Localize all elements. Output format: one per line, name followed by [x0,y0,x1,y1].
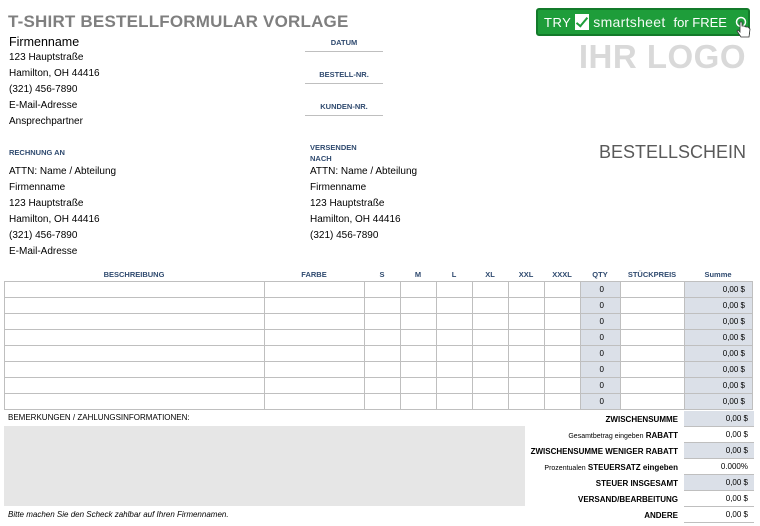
col-header-xl: XL [485,270,495,279]
color-cell[interactable] [265,282,365,298]
ship-to-header-line2: NACH [310,154,332,163]
size-m-cell[interactable] [401,298,437,314]
size-s-cell[interactable] [365,298,401,314]
remarks-label: BEMERKUNGEN / ZAHLUNGSINFORMATIONEN: [8,413,190,422]
checkmark-icon [575,14,589,30]
customer-number-field[interactable]: KUNDEN-NR. [305,102,383,116]
size-xxxl-cell[interactable] [545,346,581,362]
size-xxxl-cell[interactable] [545,362,581,378]
color-cell[interactable] [265,346,365,362]
company-street[interactable]: 123 Hauptstraße [9,52,84,63]
subtotal-less-discount-value: 0,00 $ [684,443,754,459]
size-s-cell[interactable] [365,378,401,394]
size-xl-cell[interactable] [473,314,509,330]
tax-rate-label: STEUERSATZ eingeben [587,462,678,472]
size-l-cell[interactable] [437,314,473,330]
size-m-cell[interactable] [401,314,437,330]
unit-price-cell[interactable] [621,314,685,330]
unit-price-cell[interactable] [621,298,685,314]
col-header-l: L [451,270,457,279]
size-xxxl-cell[interactable] [545,314,581,330]
bill-to-name[interactable]: Firmenname [9,182,66,193]
size-xxl-cell[interactable] [509,346,545,362]
hand-cursor-icon [734,16,754,40]
table-row [5,298,753,314]
color-cell[interactable] [265,394,365,410]
bill-to-attn[interactable]: ATTN: Name / Abteilung [9,166,117,177]
sum-cell: 0,00 $ [685,282,753,298]
size-s-cell[interactable] [365,330,401,346]
col-header-description: BESCHREIBUNG [103,270,165,279]
qty-cell: 0 [581,282,621,298]
other-input[interactable]: 0,00 $ [684,507,754,523]
sum-cell: 0,00 $ [685,394,753,410]
size-xl-cell[interactable] [473,362,509,378]
total-tax-value: 0,00 $ [684,475,754,491]
shipping-label: VERSAND/BEARBEITUNG [577,494,678,504]
shipping-input[interactable]: 0,00 $ [684,491,754,507]
size-s-cell[interactable] [365,346,401,362]
size-xxl-cell[interactable] [509,330,545,346]
other-label: ANDERE [644,510,678,520]
size-xxl-cell[interactable] [509,298,545,314]
total-tax-row [596,475,754,491]
size-xxxl-cell[interactable] [545,330,581,346]
table-row [5,362,753,378]
size-l-cell[interactable] [437,282,473,298]
size-xl-cell[interactable] [473,378,509,394]
color-cell[interactable] [265,314,365,330]
size-s-cell[interactable] [365,282,401,298]
size-xl-cell[interactable] [473,330,509,346]
qty-cell: 0 [581,298,621,314]
form-title: T-SHIRT BESTELLFORMULAR VORLAGE [8,12,349,31]
tax-rate-hint: Prozentualen [544,464,586,472]
subtotal-label: ZWISCHENSUMME [605,414,678,424]
table-row [5,346,753,362]
description-cell[interactable] [5,330,265,346]
size-s-cell[interactable] [365,314,401,330]
col-header-m: M [414,270,422,279]
qty-cell: 0 [581,330,621,346]
footer-note: Bitte machen Sie den Scheck zahlbar auf Ihren Firmennamen. [8,510,229,519]
size-xxl-cell[interactable] [509,362,545,378]
size-xl-cell[interactable] [473,298,509,314]
company-name[interactable]: Firmenname [9,35,80,49]
subtotal-less-discount-row [531,443,754,459]
size-l-cell[interactable] [437,346,473,362]
sum-cell: 0,00 $ [685,378,753,394]
ship-to-street[interactable]: 123 Hauptstraße [310,198,385,209]
size-m-cell[interactable] [401,346,437,362]
tax-rate-input[interactable]: 0.000% [684,459,754,475]
table-row [5,314,753,330]
sum-cell: 0,00 $ [685,362,753,378]
remarks-textarea[interactable] [4,426,525,506]
ship-to-city[interactable]: Hamilton, OH 44416 [310,214,401,225]
description-cell[interactable] [5,314,265,330]
size-xxxl-cell[interactable] [545,282,581,298]
size-m-cell[interactable] [401,330,437,346]
company-city[interactable]: Hamilton, OH 44416 [9,68,100,79]
size-l-cell[interactable] [437,394,473,410]
size-m-cell[interactable] [401,394,437,410]
try-smartsheet-button[interactable] [536,8,750,36]
unit-price-cell[interactable] [621,362,685,378]
subtotal-value: 0,00 $ [684,411,754,427]
size-xxl-cell[interactable] [509,394,545,410]
unit-price-cell[interactable] [621,394,685,410]
qty-cell: 0 [581,314,621,330]
ship-to-name[interactable]: Firmenname [310,182,367,193]
size-m-cell[interactable] [401,362,437,378]
company-info [9,34,100,130]
qty-cell: 0 [581,362,621,378]
date-field[interactable]: DATUM [305,38,383,52]
bill-to-city[interactable]: Hamilton, OH 44416 [9,214,100,225]
col-header-unit-price: STÜCKPREIS [627,270,677,279]
subtotal-less-discount-label: ZWISCHENSUMME WENIGER RABATT [530,446,678,456]
sum-cell: 0,00 $ [685,298,753,314]
discount-row [568,427,754,443]
discount-input[interactable]: 0,00 $ [684,427,754,443]
size-l-cell[interactable] [437,330,473,346]
other-row [644,507,754,523]
table-row [5,378,753,394]
sum-cell: 0,00 $ [685,330,753,346]
size-l-cell[interactable] [437,298,473,314]
size-xxl-cell[interactable] [509,314,545,330]
unit-price-cell[interactable] [621,378,685,394]
size-s-cell[interactable] [365,362,401,378]
size-xxxl-cell[interactable] [545,394,581,410]
col-header-qty: QTY [592,270,608,279]
description-cell[interactable] [5,346,265,362]
col-header-s: S [379,270,385,279]
ship-to-header [310,142,357,164]
ship-to-phone[interactable]: (321) 456-7890 [310,230,379,241]
size-l-cell[interactable] [437,362,473,378]
col-header-xxl: XXL [518,270,534,279]
table-row [5,330,753,346]
size-l-cell[interactable] [437,378,473,394]
company-phone[interactable]: (321) 456-7890 [9,84,78,95]
size-m-cell[interactable] [401,282,437,298]
size-xl-cell[interactable] [473,394,509,410]
bill-to-block [9,164,116,260]
col-header-sum: Summe [704,270,732,279]
description-cell[interactable] [5,394,265,410]
total-tax-label: STEUER INSGESAMT [595,478,678,488]
size-xxl-cell[interactable] [509,282,545,298]
items-table [4,281,753,410]
color-cell[interactable] [265,362,365,378]
col-header-color: FARBE [301,270,327,279]
shipping-row [578,491,754,507]
size-xxl-cell[interactable] [509,378,545,394]
color-cell[interactable] [265,298,365,314]
ship-to-block [310,164,417,244]
unit-price-cell[interactable] [621,282,685,298]
discount-label: RABATT [645,430,678,440]
discount-hint: Gesamtbetrag eingeben [568,432,644,440]
qty-cell: 0 [581,394,621,410]
size-xxxl-cell[interactable] [545,378,581,394]
color-cell[interactable] [265,330,365,346]
col-header-xxxl: XXXL [552,270,572,279]
table-row [5,394,753,410]
company-email[interactable]: E-Mail-Adresse [9,100,78,111]
subtotal-row [606,411,754,427]
document-title: BESTELLSCHEIN [598,142,746,162]
promo-brand-label: smartsheet [593,14,666,30]
qty-cell: 0 [581,378,621,394]
size-m-cell[interactable] [401,378,437,394]
unit-price-cell[interactable] [621,330,685,346]
qty-cell: 0 [581,346,621,362]
company-contact[interactable]: Ansprechpartner [9,116,83,127]
size-xl-cell[interactable] [473,282,509,298]
order-number-field[interactable]: BESTELL-NR. [305,70,383,84]
tax-rate-row [544,459,754,475]
ship-to-attn[interactable]: ATTN: Name / Abteilung [310,166,418,177]
bill-to-phone[interactable]: (321) 456-7890 [9,230,78,241]
color-cell[interactable] [265,378,365,394]
promo-try-label: TRY [544,14,572,30]
description-cell[interactable] [5,298,265,314]
logo-placeholder: IHR LOGO [578,38,746,75]
bill-to-street[interactable]: 123 Hauptstraße [9,198,84,209]
size-xxxl-cell[interactable] [545,298,581,314]
bill-to-email[interactable]: E-Mail-Adresse [9,246,78,257]
description-cell[interactable] [5,362,265,378]
ship-to-header-line1: VERSENDEN [310,143,357,152]
description-cell[interactable] [5,282,265,298]
size-xl-cell[interactable] [473,346,509,362]
table-row [5,282,753,298]
promo-free-label: for FREE [673,14,727,30]
description-cell[interactable] [5,378,265,394]
sum-cell: 0,00 $ [685,346,753,362]
sum-cell: 0,00 $ [685,314,753,330]
unit-price-cell[interactable] [621,346,685,362]
size-s-cell[interactable] [365,394,401,410]
bill-to-header: RECHNUNG AN [9,148,65,157]
